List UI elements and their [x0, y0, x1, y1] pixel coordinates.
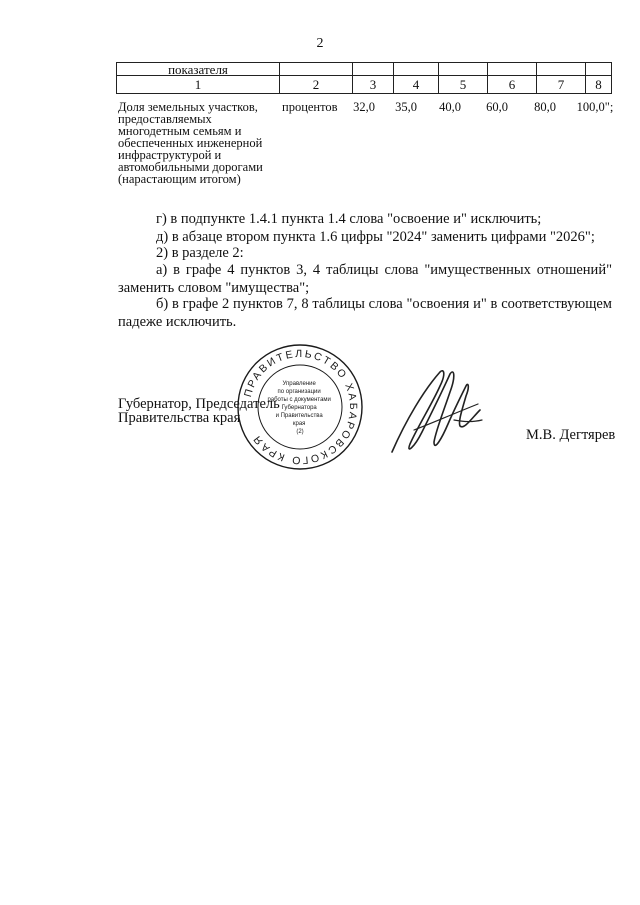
paragraph-d: д) в абзаце втором пункта 1.6 цифры "2024" заменить цифрами "2026";	[156, 229, 595, 245]
header-cell	[537, 63, 586, 76]
header-cell	[353, 63, 394, 76]
svg-text:Управление по организации: Управление по организации работы с документами Губернатора и Правительства края (2)	[267, 381, 331, 435]
row-value: 32,0	[353, 100, 375, 114]
column-number: 6	[488, 76, 537, 94]
header-cell	[439, 63, 488, 76]
paragraph-section2: 2) в разделе 2:	[156, 245, 244, 261]
column-number: 5	[439, 76, 488, 94]
header-cell	[586, 63, 612, 76]
paragraph-a: а) в графе 4 пунктов 3, 4 таблицы слова "имущественных отношений" заменить словом "имущества";	[118, 262, 612, 296]
svg-text:ПРАВИТЕЛЬСТВО ХАБАРОВСКОГО КРА: ПРАВИТЕЛЬСТВО ХАБАРОВСКОГО КРАЯ	[242, 347, 360, 467]
header-label-cell: показателя	[117, 63, 280, 76]
column-number: 3	[353, 76, 394, 94]
official-seal	[236, 343, 364, 471]
row-value: 40,0	[439, 100, 461, 114]
position-line: Правительства края	[118, 410, 241, 426]
column-number: 7	[537, 76, 586, 94]
row-value: 80,0	[534, 100, 556, 114]
row-value: 60,0	[486, 100, 508, 114]
row-value: 100,0";	[576, 100, 614, 114]
header-cell	[394, 63, 439, 76]
column-number: 2	[280, 76, 353, 94]
page-number: 2	[316, 36, 324, 51]
header-cell	[488, 63, 537, 76]
row-unit: процентов	[282, 100, 338, 114]
handwritten-signature	[384, 360, 484, 460]
paragraph-g: г) в подпункте 1.4.1 пункта 1.4 слова "освоение и" исключить;	[156, 211, 542, 227]
indicator-table	[116, 62, 612, 94]
position-line: Губернатор, Председатель	[118, 396, 280, 412]
signatory-name: М.В. Дегтярев	[526, 427, 616, 443]
row-value: 35,0	[395, 100, 417, 114]
column-number: 4	[394, 76, 439, 94]
column-number: 8	[586, 76, 612, 94]
header-cell	[280, 63, 353, 76]
row-description: Доля земельных участков, предоставляемых многодетным семьям и обеспеченных инженерной инфраструктурой и автомобильными дорогами (нарастающим итогом)	[118, 100, 263, 186]
paragraph-b: б) в графе 2 пунктов 7, 8 таблицы слова "освоения и" в соответствующем падеже исключить.	[118, 296, 612, 330]
column-number: 1	[117, 76, 280, 94]
